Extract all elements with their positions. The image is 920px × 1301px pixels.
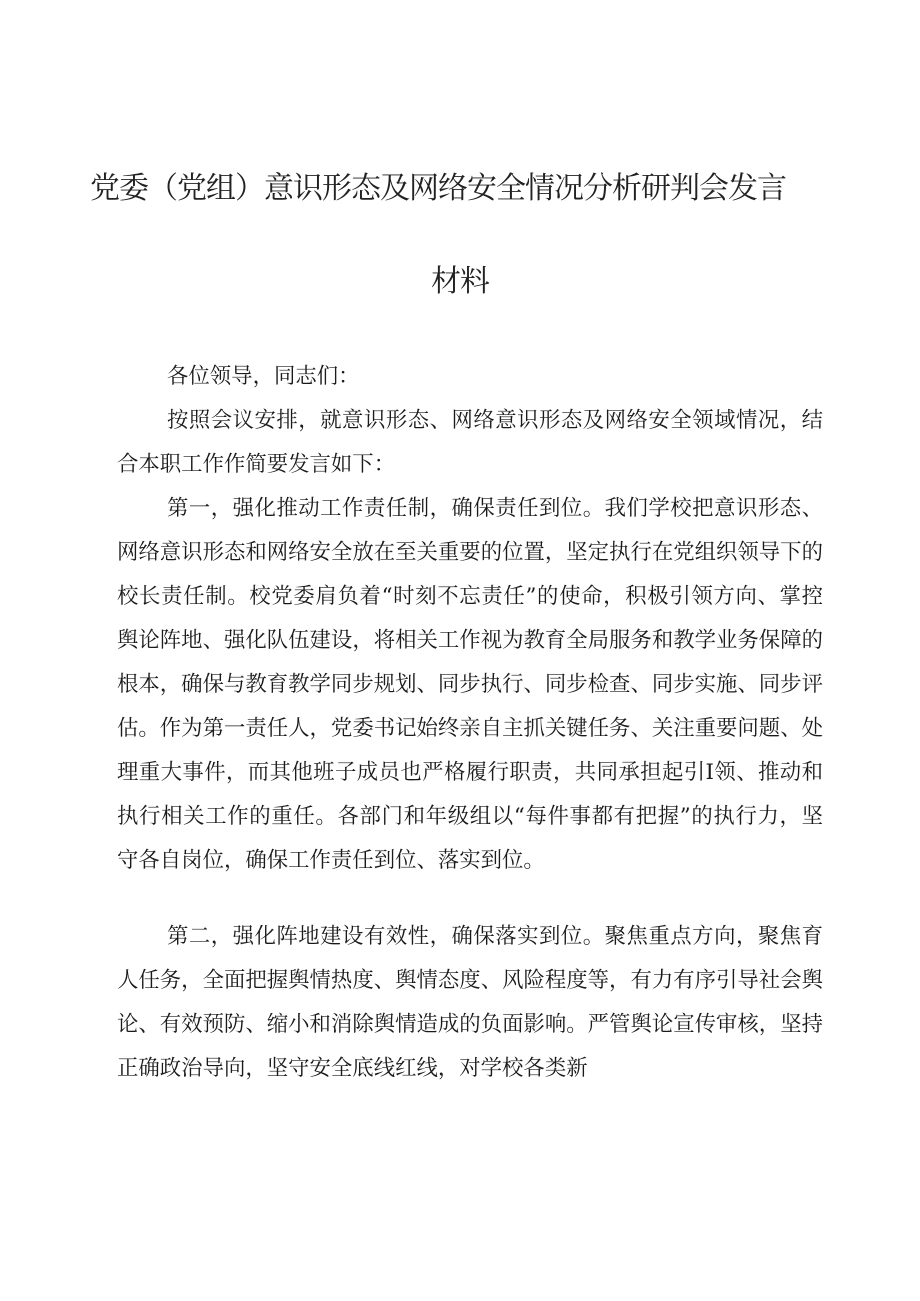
document-title-line-2: 材料 — [431, 264, 489, 299]
paragraph-second-point: 第二，强化阵地建设有效性，确保落实到位。聚焦重点方向，聚焦育人任务，全面把握舆情热度、舆情态度、风险程度等，有力有序引导社会舆论、有效预防、缩小和消除舆情造成的负面影响。严管舆论宣传审核，坚持正确政治导向，坚守安全底线红线，对学校各类新 — [117, 924, 823, 1081]
paragraph-first-point: 第一，强化推动工作责任制，确保责任到位。我们学校把意识形态、网络意识形态和网络安全放在至关重要的位置，坚定执行在党组织领导下的校长责任制。校党委肩负着“时刻不忘责任”的使命，积极引领方向、掌控舆论阵地、强化队伍建设，将相关工作视为教育全局服务和教学业务保障的根本，确保与教育教学同步规划、同步执行、同步检查、同步实施、同步评估。作为第一责任人，党委书记始终亲自主抓关键任务、关注重要问题、处理重大事件，而其他班子成员也严格履行职责，共同承担起引I领、推动和执行相关工作的重任。各部门和年级组以“每件事都有把握”的执行力，坚守各自岗位，确保工作责任到位、落实到位。 — [117, 496, 823, 873]
document-title-line-1: 党委（党组）意识形态及网络安全情况分析研判会发言 — [90, 171, 786, 206]
salutation: 各位领导，同志们： — [167, 364, 360, 389]
paragraph-intro: 按照会议安排，就意识形态、网络意识形态及网络安全领域情况，结合本职工作作简要发言如下： — [117, 408, 823, 477]
